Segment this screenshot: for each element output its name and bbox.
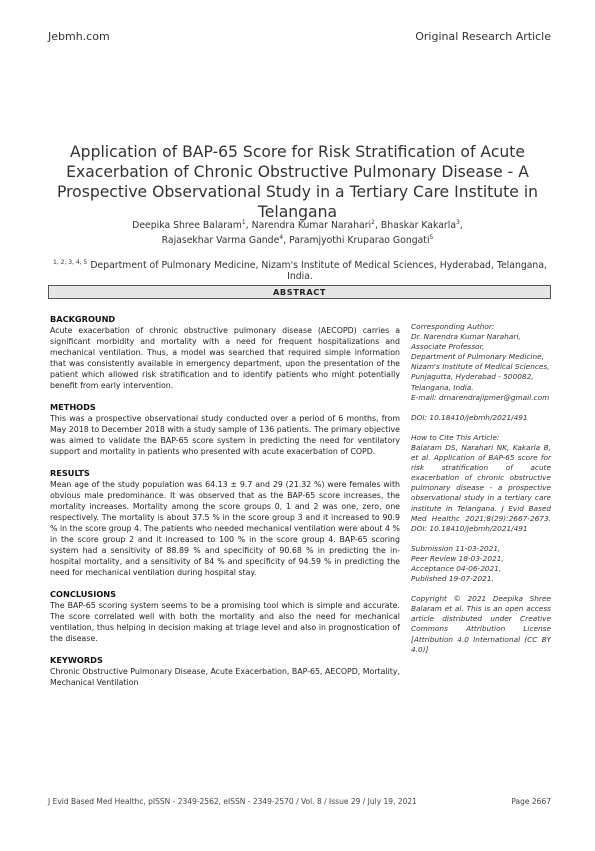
copyright: Copyright © 2021 Deepika Shree Balaram et al. This is an open access article distributed under Creative Commons Attribution License [Attribution 4.0 International (CC BY 4.0)]	[411, 594, 551, 654]
corresponding-email: E-mail: drnarendrajipmer@gmail.com	[411, 392, 550, 402]
corresponding-dept: Department of Pulmonary Medicine,	[411, 352, 544, 362]
section-heading: RESULTS	[50, 468, 90, 478]
section-heading: CONCLUSIONS	[50, 589, 117, 599]
section-heading: METHODS	[50, 402, 96, 412]
author-name: Rajasekhar Varma Gande	[161, 235, 280, 246]
section-text: Chronic Obstructive Pulmonary Disease, Acute Exacerbation, BAP-65, AECOPD, Mortality, Mechanical Ventilation	[50, 667, 400, 687]
author-name: Deepika Shree Balaram	[132, 220, 242, 231]
article-title: Application of BAP-65 Score for Risk Stratification of Acute Exacerbation of Chronic Obstructive Pulmonary Disease - A Prospective Observational Study in a Tertiary Care Institute in Telangana	[56, 143, 539, 221]
author-sup: 3	[456, 218, 460, 226]
footer-journal: J Evid Based Med Healthc, pISSN - 2349-2562, eISSN - 2349-2570 / Vol. 8 / Issue 29 / July 19, 2021	[48, 797, 417, 806]
author-name: Narendra Kumar Narahari	[251, 220, 372, 231]
section-heading: KEYWORDS	[50, 655, 103, 665]
affiliation-text: Department of Pulmonary Medicine, Nizam's Institute of Medical Sciences, Hyderabad, Telangana, India.	[90, 260, 547, 282]
article-type: Original Research Article	[415, 30, 551, 43]
section-heading: BACKGROUND	[50, 314, 116, 324]
methods-section	[50, 402, 400, 457]
citation	[411, 433, 551, 534]
author-sup: 4	[279, 233, 284, 241]
submission-date: Submission 11-03-2021,	[411, 543, 501, 553]
author-sup: 1	[241, 218, 246, 226]
corresponding-inst: Nizam's Institute of Medical Sciences,	[411, 362, 550, 372]
doi: DOI: 10.18410/jebmh/2021/491	[411, 412, 528, 422]
author-sup: 5	[429, 233, 434, 241]
publication-dates	[411, 544, 551, 584]
section-text: This was a prospective observational study conducted over a period of 6 months, from May 2018 to December 2018 with a study sample of 136 patients. The primary objective was aimed to validate the BAP-65 score system in predicting the need for ventilatory support and mortality in patients who presented with acute exacerbation of COPD.	[50, 414, 400, 456]
section-text: Acute exacerbation of chronic obstructive pulmonary disease (AECOPD) carries a significant morbidity and mortality with a need for frequent hospitalizations and mechanical ventilation. Thus, a model was searched that required simple information that was consistently available in emergency department, upon the presentation of the patient which allowed risk stratification and to identify patients who might potentially benefit from early intervention.	[50, 326, 400, 390]
author-list: Deepika Shree Balaram$^1$, Narendra Kumar Narahari$^2$, Bhaskar Kakarla$^3$, Rajasekhar Varma Gande$^4$, Paramjyothi Kruparao Gongati$^5$	[132, 218, 463, 246]
corresponding-label: Corresponding Author:	[411, 322, 495, 331]
corresponding-name: Dr. Narendra Kumar Narahari,	[411, 332, 521, 342]
keywords-section	[50, 655, 400, 688]
citation-label: How to Cite This Article:	[411, 432, 500, 442]
corresponding-author	[411, 322, 551, 403]
affiliation	[50, 260, 550, 282]
acceptance-date: Acceptance 04-06-2021,	[411, 563, 502, 573]
peer-review-date: Peer Review 18-03-2021,	[411, 553, 504, 563]
corresponding-title: Associate Professor,	[411, 342, 485, 352]
corresponding-city: Punjagutta, Hyderabad - 500082,	[411, 372, 534, 382]
section-text: Mean age of the study population was 64.13 ± 9.7 and 29 (21.32 %) were females with obvious male predominance. It was observed that as the BAP-65 score increases, the mortality increases. Mortality among the score groups 0, 1 and 2 was one, zero, one respectively. The mortality is about 37.5 % in the score group 3 and it increased to 90.9 % in the score group 4. The patients who needed mechanical ventilation were about 4 % in the score group 2 and it increased to 100 % in the score group 4. BAP-65 scoring system had a sensitivity of 88.89 % and specificity of 90.68 % in predicting the in-hospital mortality, and a sensitivity of 84 % and specificity of 94.59 % in predicting the need for mechanical ventilation during hospital stay.	[50, 480, 400, 577]
abstract-body	[50, 314, 400, 699]
article-sidebar	[411, 322, 551, 665]
results-section	[50, 468, 400, 578]
author-name: Paramjyothi Kruparao Gongati	[289, 235, 430, 246]
page-number: Page 2667	[511, 797, 551, 806]
background-section	[50, 314, 400, 391]
author-name: Bhaskar Kakarla	[380, 220, 457, 231]
section-text: The BAP-65 scoring system seems to be a promising tool which is simple and accurate. The score correlated well with both the mortality and also the need for mechanical ventilation, thus helping in decision making at triage level and also in prognostication of the disease.	[50, 601, 400, 643]
affiliation-sup: 1, 2, 3, 4, 5	[53, 258, 88, 266]
abstract-header: ABSTRACT	[48, 285, 551, 299]
conclusions-section	[50, 589, 400, 644]
published-date: Published 19-07-2021.	[411, 574, 494, 584]
site-name: Jebmh.com	[48, 30, 110, 43]
citation-text: Balaram DS, Narahari NK, Kakarla B, et al. Application of BAP-65 score for risk stratification of acute exacerbation of chronic obstructive pulmonary disease - a prospective observational study in a tertiary care institute in Telangana. J Evid Based Med Healthc 2021;8(29):2667-2673. DOI: 10.18410/jebmh/2021/491	[411, 442, 551, 533]
author-sup: 2	[371, 218, 375, 226]
corresponding-state: Telangana, India.	[411, 382, 474, 392]
